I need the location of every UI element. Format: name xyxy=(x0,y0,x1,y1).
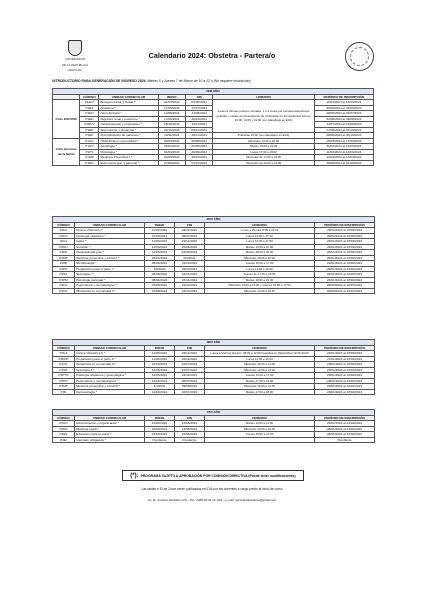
cell-cod: P4AO xyxy=(53,421,75,427)
cell-ini: 05/04/2024 xyxy=(145,261,175,267)
cell-ini: Pendiente xyxy=(145,437,175,443)
cell-hor: Martes 19:00 a 21:00 xyxy=(213,144,314,150)
cell-ini: 1/8/2024 xyxy=(145,266,175,272)
column-header: INICIO xyxy=(145,222,175,228)
cell-hor: Miércoles de 17:00 a 19:00 xyxy=(213,155,314,161)
cell-uc: Medicina Preventiva I * xyxy=(99,155,158,161)
column-header: CÓDIGO xyxy=(53,415,75,421)
cell-cod: P1PS xyxy=(80,149,99,155)
cell-ins: 29/01/2024 al 23/02/2024 xyxy=(315,255,375,261)
column-header: UNIDAD CURRICULAR xyxy=(75,415,145,421)
cell-hor: Martes 13:00 a 15:00 xyxy=(205,244,315,250)
cell-ini: 12/03/2024 xyxy=(145,378,175,384)
cell-fin: 30/09/2024 xyxy=(186,149,213,155)
cell-ini: 11/03/2024 xyxy=(145,356,175,362)
cell-uc: Preparación para el parto II * xyxy=(75,356,145,362)
cell-cod: P2FO xyxy=(53,233,75,239)
cell-cod: P2FG xyxy=(53,283,75,289)
column-header: CÓDIGO xyxy=(53,222,75,228)
table-row xyxy=(53,437,375,443)
cell-uc: Sociología * xyxy=(99,144,158,150)
cell-ins: 28/01/2024 al 23/02/2024 xyxy=(315,250,375,256)
cell-hor: Miércoles 14:00 a 16:00 xyxy=(205,426,315,432)
cell-hor: Prácticas 15:00 (ver calendario en EVA) xyxy=(213,133,314,139)
cell-ins: 29/01/2024 al 23/02/2024 xyxy=(315,362,375,368)
cell-ini: 12/03/2024 xyxy=(145,244,175,250)
cell-uc: Enfermería gral. y parental * xyxy=(99,160,158,166)
cell-cod: P4ML xyxy=(53,426,75,432)
column-header: UNIDAD CURRICULAR xyxy=(75,222,145,228)
cell-cod: P2OC xyxy=(53,288,75,294)
cell-ini: 11/03/2024 xyxy=(145,421,175,427)
cell-cod: P2CL xyxy=(53,228,75,234)
cell-hor: Miércoles 13:00 a 14:00 y Viernes 15:00 a 17:00 xyxy=(205,283,315,289)
year-label: 3ER AÑO xyxy=(53,340,375,346)
cell-ini: 14/11/2024 xyxy=(158,133,185,139)
cell-fin: 06/05/2024 xyxy=(186,144,213,150)
cell-hor: Miércoles 14:00 a 18:00 xyxy=(213,138,314,144)
logo-text-3: URUGUAY xyxy=(67,68,83,73)
cell-horario: Lunes a Viernes teóricos virtuales, 1 o 2 veces por semana discusiones grupales y clases de presentación de contenidos en los siguientes turnos: 10:00, 14:00 y 19:00 (ver calendario en EVA) xyxy=(213,100,314,133)
cell-cod: P3PPP xyxy=(53,356,75,362)
cell-hor: Jueves 19:00 a 21:00 xyxy=(205,432,315,438)
cell-fin: 22/11/2024 xyxy=(175,356,205,362)
cell-ini: 11/03/2024 xyxy=(145,239,175,245)
cell-fin: 23/11/2024 xyxy=(186,122,213,128)
cell-cod: P1ECV xyxy=(80,122,99,128)
cell-uc: Internado obligatorio * xyxy=(75,437,145,443)
table-row xyxy=(53,160,374,166)
cell-cod: P1EA xyxy=(80,105,99,111)
logo-text-1: UNIVERSIDAD xyxy=(64,57,86,61)
cell-ins: 29/06/2024 al 23/07/2024 xyxy=(315,288,375,294)
cell-ins: 28/08/2024 al 01/09/2024 xyxy=(314,160,373,166)
cell-uc: Sexología II * xyxy=(75,367,145,373)
cell-uc: Neurobiología * xyxy=(99,111,158,117)
cell-hor: Martes 17:00 a 19:00 xyxy=(205,378,315,384)
cell-ini: 05/08/2024 xyxy=(145,272,175,278)
cell-cod: P3MP xyxy=(53,384,75,390)
cell-uc: Medicina preventiva y social II * xyxy=(75,255,145,261)
cell-uc: Reproductor y desarrollo * xyxy=(99,127,158,133)
cell-uc: Cardiovascular y respiratorio * xyxy=(99,122,158,128)
cell-ins: 29/01/2024 al 23/02/2024 xyxy=(315,421,375,427)
column-header: HORARIO xyxy=(213,94,314,100)
cell-ins: 29/06/2024 al 23/07/2024 xyxy=(315,283,375,289)
cell-hor: Miércoles 12:00 a 14:00 xyxy=(205,367,315,373)
cell-fin: 10/07/2024 xyxy=(175,389,205,395)
footer-address: Av. Dr. Américo Ricaldoni 2/8 ~ Tel.: 2486 02 31 int. 204 ~ e-mail: secretariaparteras@gmail.com xyxy=(147,498,277,502)
cell-cod: P4EI xyxy=(53,437,75,443)
table-row xyxy=(53,351,375,357)
cell-uc: Medicina Legal * xyxy=(75,426,145,432)
cell-uc: Fisiopatología gral. * xyxy=(75,250,145,256)
cell-ini: 07/08/2024 xyxy=(145,283,175,289)
year-label: 1ER AÑO xyxy=(53,89,374,95)
university-logo xyxy=(59,40,91,84)
cell-cod: P3PTG xyxy=(53,373,75,379)
logo-text-2: DE LA REPÚBLICA xyxy=(61,62,89,67)
cell-fin: 05/09/2024 xyxy=(186,138,213,144)
cell-uc: Fisiología obstétrica * xyxy=(75,233,145,239)
cell-hor: Martes 18:00 a 20:00 xyxy=(205,250,315,256)
cell-fin: 20/10/2024 xyxy=(186,116,213,122)
cell-ini: 12/03/2024 xyxy=(145,367,175,373)
cell-hor: Lunes 17:00 a 19:00 xyxy=(213,149,314,155)
cell-ini: 11/03/2024 xyxy=(145,389,175,395)
table-row xyxy=(53,389,375,395)
cell-uc: Farmacología * xyxy=(75,389,145,395)
cell-fin: 27/07/2024 xyxy=(186,105,213,111)
cell-ini: 08/04/2024 xyxy=(145,277,175,283)
column-header: UNIDAD CURRICULAR xyxy=(75,345,145,351)
column-header: FIN xyxy=(175,222,205,228)
cell-ini: 22/10/2024 xyxy=(158,127,185,133)
cell-ins: 12/03/2024 al 13/03/2024 xyxy=(314,155,373,161)
cycle-esfuno: Ciclo ESFUNO xyxy=(53,100,80,139)
cell-uc: Psicología * xyxy=(99,149,158,155)
cell-uc: Administración y organización * xyxy=(75,421,145,427)
cell-ins: 11/03/2024 al 13/03/2024 xyxy=(314,149,373,155)
cell-hor: Lunes 15:30 a 17:00 xyxy=(205,239,315,245)
approval-note xyxy=(122,470,304,481)
cell-ins: 02/08/2024 al 09/08/2024 xyxy=(314,116,373,122)
column-header: INICIO xyxy=(145,345,175,351)
cell-fin: 01/07/2024 xyxy=(175,362,205,368)
cell-ins: 28/06/2024 al 04/07/2024 xyxy=(314,111,373,117)
cell-cod: P2SX xyxy=(53,272,75,278)
cell-fin: 22/11/2024 xyxy=(175,266,205,272)
cell-fin: 29/11/2024 xyxy=(186,133,213,139)
cell-fin: 01/06/2024 xyxy=(186,100,213,106)
cell-ins: 19/01/2024 al 23/02/2024 xyxy=(315,261,375,267)
cell-fin: 0/0/2024 xyxy=(175,255,205,261)
cell-hor: Lunes 14:00 a 16:00 xyxy=(205,356,315,362)
cell-cod: P1EP xyxy=(80,133,99,139)
cell-uc: Digestivo renal y endocrino * xyxy=(99,116,158,122)
cell-ins: 29/01/2024 al 23/02/2024 xyxy=(315,244,375,250)
cell-fin: 22/11/2024 xyxy=(175,288,205,294)
cell-hor: Miércoles 18:00 a 20:00 xyxy=(205,255,315,261)
cell-ini: 03/04/2024 xyxy=(158,138,185,144)
cell-ins: 29/01/2024 al 23/02/2024 xyxy=(315,277,375,283)
cell-uc: Preparación para el parto I * xyxy=(75,266,145,272)
column-header: PERÍODO DE INSCRIPCIÓN xyxy=(315,415,375,421)
table-year-3 xyxy=(52,339,375,395)
cell-cod: P2FP xyxy=(53,250,75,256)
cell-cod: P3C2 xyxy=(53,351,75,357)
cell-cod: P1EN xyxy=(80,111,99,117)
cell-cod: P1MP xyxy=(80,155,99,161)
column-header: UNIDAD CURRICULAR xyxy=(99,94,158,100)
cell-ins: 29/01/2024 al 23/02/2024 xyxy=(315,272,375,278)
cell-hor: Martes 19:00 a 21:00 xyxy=(205,277,315,283)
column-header: PERÍODO DE INSCRIPCIÓN xyxy=(314,94,373,100)
cell-ins: 29/01/2024 al 23/02/2024 xyxy=(315,367,375,373)
cell-hor: Jueves de 17:00 a 19:00 xyxy=(205,272,315,278)
cell-cod: P1EC* xyxy=(80,100,99,106)
cell-cod: P3PN xyxy=(53,378,75,384)
cell-hor: Jueves 13:00 a 17:00 xyxy=(205,373,315,379)
cell-hor: Lunes 14:00 a 16:00 xyxy=(205,266,315,272)
column-header: FIN xyxy=(186,94,213,100)
table-year-1 xyxy=(52,88,374,166)
column-header: PERÍODO DE INSCRIPCIÓN xyxy=(315,222,375,228)
column-header: HORARIO xyxy=(205,345,315,351)
cell-fin: 22/11/2024 xyxy=(175,239,205,245)
column-header: CÓDIGO xyxy=(80,94,99,100)
cell-cod: P4ES xyxy=(53,432,75,438)
cell-fin: 01/07/2024 xyxy=(175,367,205,373)
cell-cod: P1EG xyxy=(80,160,99,166)
note-text: PROGRAMA SUJETO A APROBACIÓN POR COMISIÓN DIRECTIVA (Puede tener modificaciones) xyxy=(140,473,296,478)
cell-uc: Nutrición * xyxy=(75,244,145,250)
cell-fin: 15/06/2024 xyxy=(175,421,205,427)
cell-ini: 14/05/2024 xyxy=(145,250,175,256)
cell-ins: 14/07/2024 al 19/08/2024 xyxy=(314,122,373,128)
note-star: (*): xyxy=(130,472,139,479)
cell-ins: 29/01/2024 al 23/02/2024 xyxy=(315,378,375,384)
cell-ins: Pendiente xyxy=(315,437,375,443)
cell-ins: 29/01/2024 al 23/02/2024 xyxy=(315,351,375,357)
cell-hor xyxy=(205,437,315,443)
cell-hor: Martes 17:00 a 18:00 xyxy=(205,389,315,395)
cell-hor: Jueves 15:00 a 17:00 xyxy=(205,261,315,267)
cell-uc: Obstetricia en comunidad II * xyxy=(75,288,145,294)
cell-fin: 22/11/2024 xyxy=(175,373,205,379)
cell-uc: Clínica obstétrica I * xyxy=(75,228,145,234)
cell-ins: 28/01/2024 al 23/02/2024 xyxy=(315,432,375,438)
table-year-2 xyxy=(52,216,375,294)
cell-ini: 14/03/2024 xyxy=(145,432,175,438)
cell-ins: 28/01/2024 al 23/02/2024 xyxy=(315,426,375,432)
cell-hor: Martes 13:00 a 14:00 xyxy=(205,421,315,427)
intro-rest: Martes 5 y Jueves 7 de Marzo de 10 a 12 h (No requiere inscripción) xyxy=(146,79,251,83)
cell-ini: 17/06/2024 xyxy=(158,105,185,111)
cell-ini: 01/04/2024 xyxy=(158,100,185,106)
cell-ini: 15/04/2024 xyxy=(145,255,175,261)
cell-ins: 29/01/2024 al 23/02/2024 xyxy=(315,239,375,245)
cell-ins: 29/01/2024 al 23/02/2024 xyxy=(315,228,375,234)
cell-ini: 07/08/2024 xyxy=(158,160,185,166)
cell-ins: 28/08/2024 al 30/10/2024 xyxy=(314,133,373,139)
cell-ini: 28/10/2024 xyxy=(158,122,185,128)
cell-ins: 15/03/2024 al 17/03/2024 xyxy=(314,138,373,144)
cell-hor: Lunes a Viernes Horario: 08:00 a 12:00 Guardias en Maternidad 12:00-20:00 xyxy=(205,351,315,357)
cell-fin: 22/11/2024 xyxy=(175,228,205,234)
intro-bold: INTRODUCTORIO PARA GENERACIÓN DE INGRESO 2024: xyxy=(52,79,147,83)
cell-ini: 16/03/2024 xyxy=(145,426,175,432)
cell-uc: Obstetricia en comunidad III * xyxy=(75,362,145,368)
cell-uc: Profundización de partera/o * xyxy=(99,133,158,139)
cell-cod: P1RP xyxy=(80,127,99,133)
cell-fin: 09/07/2024 xyxy=(175,233,205,239)
cell-uc: Puericultura y neonatología I * xyxy=(75,283,145,289)
cell-ini: 11/03/2024 xyxy=(145,228,175,234)
cell-cod: P2NU xyxy=(53,244,75,250)
column-header: INICIO xyxy=(158,94,185,100)
cell-hor: Lunes a Viernes 8:00 a 12:00 xyxy=(205,228,315,234)
column-header: HORARIO xyxy=(205,415,315,421)
cell-ins: 29/01/2024 al 23/02/2024 xyxy=(315,266,375,272)
cell-ini: 11/03/2024 xyxy=(145,233,175,239)
cell-ini: 17/09/2024 xyxy=(158,116,185,122)
cell-fin: 23/09/2024 xyxy=(175,250,205,256)
column-header: HORARIO xyxy=(205,222,315,228)
cell-cod: ING1 xyxy=(53,239,75,245)
cell-cod: P3OC xyxy=(53,362,75,368)
cell-uc: Patología obstétrica y ginecológica * xyxy=(75,373,145,379)
cell-fin: 09/09/2024 xyxy=(175,384,205,390)
cycle-salud: Ciclo Ciencias de la Salud xyxy=(53,138,80,166)
cell-fin: 09/11/2024 xyxy=(186,127,213,133)
cell-ini: 13/03/2024 xyxy=(145,362,175,368)
cell-fin: 22/11/2024 xyxy=(175,283,205,289)
column-header: INICIO xyxy=(145,415,175,421)
intro-line xyxy=(52,79,251,83)
page-title: Calendario 2024: Obstetra - Partera/o xyxy=(148,51,276,60)
cell-hor: Miércoles de 12:00 a 14:00 xyxy=(213,160,314,166)
column-header: CÓDIGO xyxy=(53,345,75,351)
cell-ini: 01/04/2024 xyxy=(158,149,185,155)
cell-uc: Anatomía * xyxy=(99,105,158,111)
cell-uc: Medicina preventiva y social III * xyxy=(75,384,145,390)
cell-ins: 11/03/2024 al 13/03/2024 xyxy=(314,144,373,150)
cell-ins: 29/01/2024 al 23/02/2024 xyxy=(315,233,375,239)
cell-fin: 26/11/2024 xyxy=(175,277,205,283)
cell-ini: 04/09/2024 xyxy=(158,155,185,161)
cell-uc: Obstetricia en comunidad I * xyxy=(99,138,158,144)
cell-fin: 26/11/2024 xyxy=(175,272,205,278)
table-row xyxy=(53,288,375,294)
cell-ini: 14/03/2024 xyxy=(145,373,175,379)
cell-uc: Biología celular y tisular * xyxy=(99,100,158,106)
cell-uc: Psicología perinatal * xyxy=(75,277,145,283)
cell-hor: Miércoles 12:00 a 14:00 xyxy=(205,384,315,390)
cell-cod: P2MP xyxy=(53,255,75,261)
cell-ini: 3/4/2024 xyxy=(145,384,175,390)
cell-ins: 30/04/2024 al 03/05/2024 xyxy=(314,105,373,111)
cell-cod: P3SX xyxy=(53,367,75,373)
column-header: FIN xyxy=(175,415,205,421)
cell-ini: 07/08/2024 xyxy=(145,288,175,294)
cell-ins: 29/01/2024 al 23/02/2024 xyxy=(315,373,375,379)
cell-fin: 31/08/2024 xyxy=(186,111,213,117)
cell-ins: 27/08/2024 al 07/10/2024 xyxy=(314,127,373,133)
cell-uc: Inglés * xyxy=(75,239,145,245)
year-label: 4TO AÑO xyxy=(53,410,375,416)
cell-ini: 12/08/2024 xyxy=(158,111,185,117)
cell-fin: 25/06/2024 xyxy=(175,244,205,250)
cell-uc: Sexología I * xyxy=(75,272,145,278)
cell-uc: Clínica Obstétrica II * xyxy=(75,351,145,357)
cell-uc: Microbiología * xyxy=(75,261,145,267)
cell-fin: 30/10/2024 xyxy=(186,155,213,161)
cell-ins: 29/01/2024 al 23/02/2024 xyxy=(315,389,375,395)
cell-cod: P1ED xyxy=(80,116,99,122)
cell-hor: Miércoles 14:00 a 16:15 xyxy=(205,288,315,294)
cell-fin: 14/06/2024 xyxy=(175,426,205,432)
cell-fin: 22/11/2024 xyxy=(175,261,205,267)
cell-fin: 29/11/2024 xyxy=(175,351,205,357)
cell-ins: 27/01/2024 al 23/02/2024 xyxy=(315,356,375,362)
cell-ini: 11/03/2024 xyxy=(145,351,175,357)
cell-fin: Pendiente xyxy=(175,437,205,443)
cell-cod: P3F xyxy=(53,389,75,395)
cell-cod: P2MI xyxy=(53,261,75,267)
cell-fin: 16/06/2024 xyxy=(175,432,205,438)
column-header: FIN xyxy=(175,345,205,351)
cell-fin: 08/07/2024 xyxy=(175,378,205,384)
cell-hor: Lunes 13:00 a 17:00 xyxy=(205,233,315,239)
cell-ins: 29/01/2024 al 23/02/2024 xyxy=(315,384,375,390)
table-year-4 xyxy=(52,409,375,443)
cell-cod: P2PP xyxy=(53,266,75,272)
cell-cod: P1SO xyxy=(80,144,99,150)
cell-cod: P1OC xyxy=(80,138,99,144)
year-label: 2DO AÑO xyxy=(53,217,375,223)
cell-ini: 02/04/2024 xyxy=(158,144,185,150)
cell-hor: Miércoles 12:00 a 14:00 xyxy=(205,362,315,368)
column-header: PERÍODO DE INSCRIPCIÓN xyxy=(315,345,375,351)
cell-fin: 07/11/2024 xyxy=(186,160,213,166)
cell-ins: 11/03/2024 al 13/03/2024 xyxy=(314,100,373,106)
cell-cod: P2PM xyxy=(53,277,75,283)
zoom-note: Las tablas e ID de Zoom serán publicados en EVA por los docentes a cargo previo al inicio de curso xyxy=(141,487,283,491)
cell-uc: Puericultura y neonatología II * xyxy=(75,378,145,384)
cell-uc: Educación para la salud * xyxy=(75,432,145,438)
school-seal-icon xyxy=(345,42,374,71)
